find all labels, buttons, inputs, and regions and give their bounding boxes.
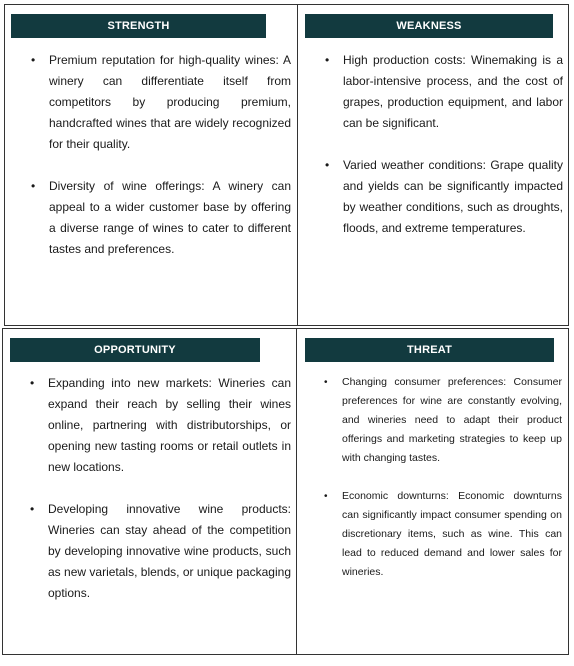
list-item bbox=[324, 373, 562, 468]
item-text: Changing consumer preferences: Consumer preferences for wine are constantly evolving, and wineries need to adapt their product offerings and marketing strategies to keep up with changing tastes. bbox=[342, 376, 562, 464]
list-item bbox=[325, 50, 563, 134]
bullet-icon: • bbox=[31, 179, 36, 193]
bullet-icon: • bbox=[325, 53, 330, 67]
opportunity-header: OPPORTUNITY bbox=[10, 338, 260, 362]
bullet-icon: • bbox=[324, 491, 328, 502]
opportunity-list bbox=[30, 373, 291, 604]
list-item bbox=[30, 499, 291, 604]
bullet-icon: • bbox=[30, 502, 35, 516]
item-text: Developing innovative wine products: Wineries can stay ahead of the competition by developing innovative wine products, such as new varietals, blends, or unique packaging options. bbox=[48, 502, 291, 600]
strength-header: STRENGTH bbox=[11, 14, 266, 38]
weakness-quadrant bbox=[297, 4, 569, 326]
item-text: Diversity of wine offerings: A winery can appeal to a wider customer base by offering a diverse range of wines to cater to different tastes and preferences. bbox=[49, 179, 291, 256]
threat-header: THREAT bbox=[305, 338, 554, 362]
list-item bbox=[31, 50, 291, 155]
weakness-header: WEAKNESS bbox=[305, 14, 553, 38]
list-item bbox=[324, 487, 562, 582]
list-item bbox=[30, 373, 291, 478]
opportunity-quadrant bbox=[2, 328, 298, 655]
item-text: Economic downturns: Economic downturns can significantly impact consumer spending on discretionary items, such as wine. This can lead to reduced demand and lower sales for wineries. bbox=[342, 490, 562, 578]
strength-list bbox=[31, 50, 291, 260]
list-item bbox=[325, 155, 563, 239]
bullet-icon: • bbox=[31, 53, 36, 67]
strength-quadrant bbox=[4, 4, 298, 326]
item-text: High production costs: Winemaking is a labor-intensive process, and the cost of grapes, production equipment, and labor can be significant. bbox=[343, 53, 563, 130]
bullet-icon: • bbox=[324, 377, 328, 388]
item-text: Varied weather conditions: Grape quality and yields can be significantly impacted by weather conditions, such as droughts, floods, and extreme temperatures. bbox=[343, 158, 563, 235]
bullet-icon: • bbox=[325, 158, 330, 172]
item-text: Expanding into new markets: Wineries can expand their reach by selling their wines online, partnering with distributorships, or opening new tasting rooms or retail outlets in new locations. bbox=[48, 376, 291, 474]
bullet-icon: • bbox=[30, 376, 35, 390]
threat-list bbox=[324, 373, 562, 582]
threat-quadrant bbox=[296, 328, 569, 655]
list-item bbox=[31, 176, 291, 260]
weakness-list bbox=[325, 50, 563, 239]
item-text: Premium reputation for high-quality wines: A winery can differentiate itself from competitors by producing premium, handcrafted wines that are widely recognized for their quality. bbox=[49, 53, 291, 151]
